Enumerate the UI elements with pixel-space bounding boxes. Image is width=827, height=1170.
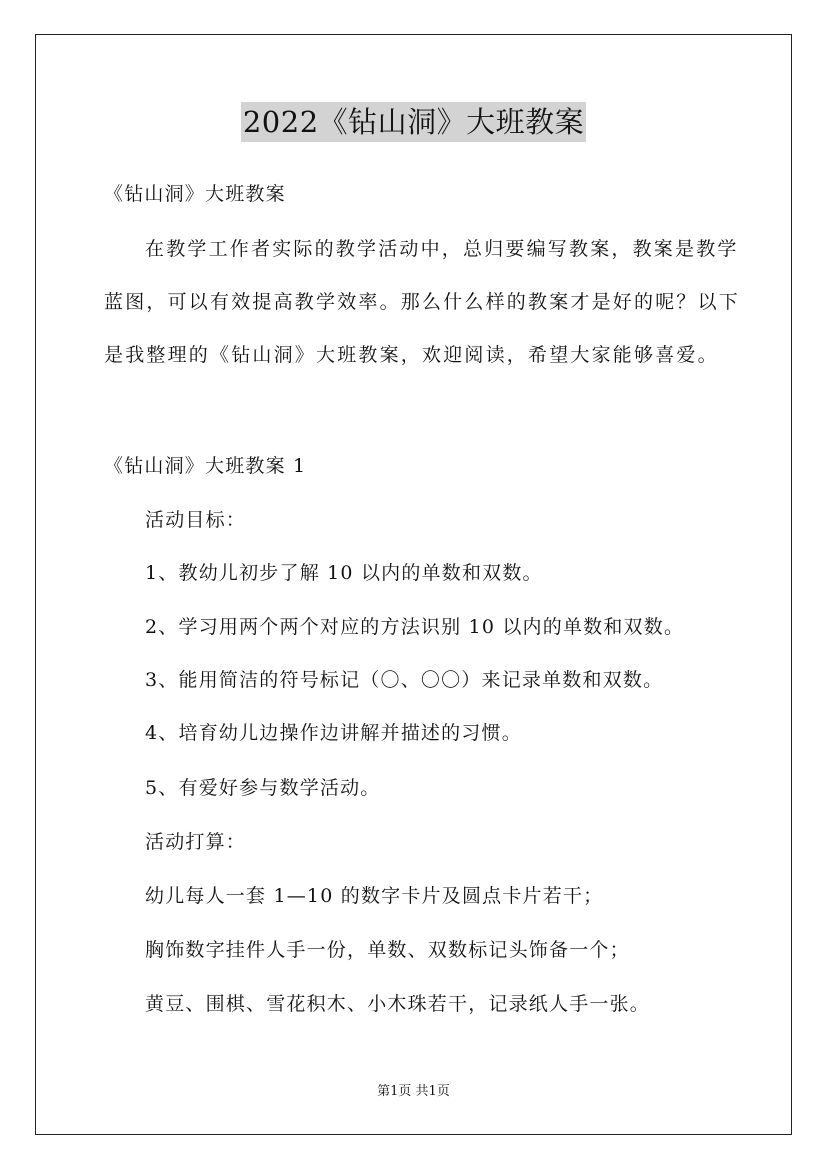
activity-goals-heading: 活动目标： (145, 509, 247, 531)
intro-line: 蓝图，可以有效提高教学效率。那么什么样的教案才是好的呢？以下 (104, 291, 741, 313)
goal-item: 4、培育幼儿边操作边讲解并描述的习惯。 (145, 722, 522, 744)
prep-item: 胸饰数字挂件人手一份，单数、双数标记头饰备一个； (145, 939, 630, 961)
title-container (0, 102, 827, 142)
goal-item: 5、有爱好参与数学活动。 (145, 777, 381, 799)
goal-item: 2、学习用两个两个对应的方法识别 10 以内的单数和双数。 (145, 616, 685, 638)
intro-line: 是我整理的《钻山洞》大班教案，欢迎阅读，希望大家能够喜爱。 (104, 344, 719, 366)
page-footer: 第1页 共1页 (377, 1084, 450, 1099)
goal-item: 1、教幼儿初步了解 10 以内的单数和双数。 (145, 562, 543, 584)
prep-item: 黄豆、围棋、雪花积木、小木珠若干，记录纸人手一张。 (145, 993, 651, 1015)
intro-line: 在教学工作者实际的教学活动中，总归要编写教案，教案是教学 (145, 238, 739, 260)
goal-item: 3、能用简洁的符号标记（〇、〇〇）来记录单数和双数。 (145, 669, 664, 691)
activity-prep-heading: 活动打算： (145, 831, 247, 853)
document-subtitle: 《钻山洞》大班教案 (104, 183, 286, 205)
section-heading: 《钻山洞》大班教案 1 (104, 455, 307, 477)
prep-item: 幼儿每人一套 1—10 的数字卡片及圆点卡片若干； (145, 885, 604, 907)
document-title: 2022《钻山洞》大班教案 (241, 102, 586, 142)
